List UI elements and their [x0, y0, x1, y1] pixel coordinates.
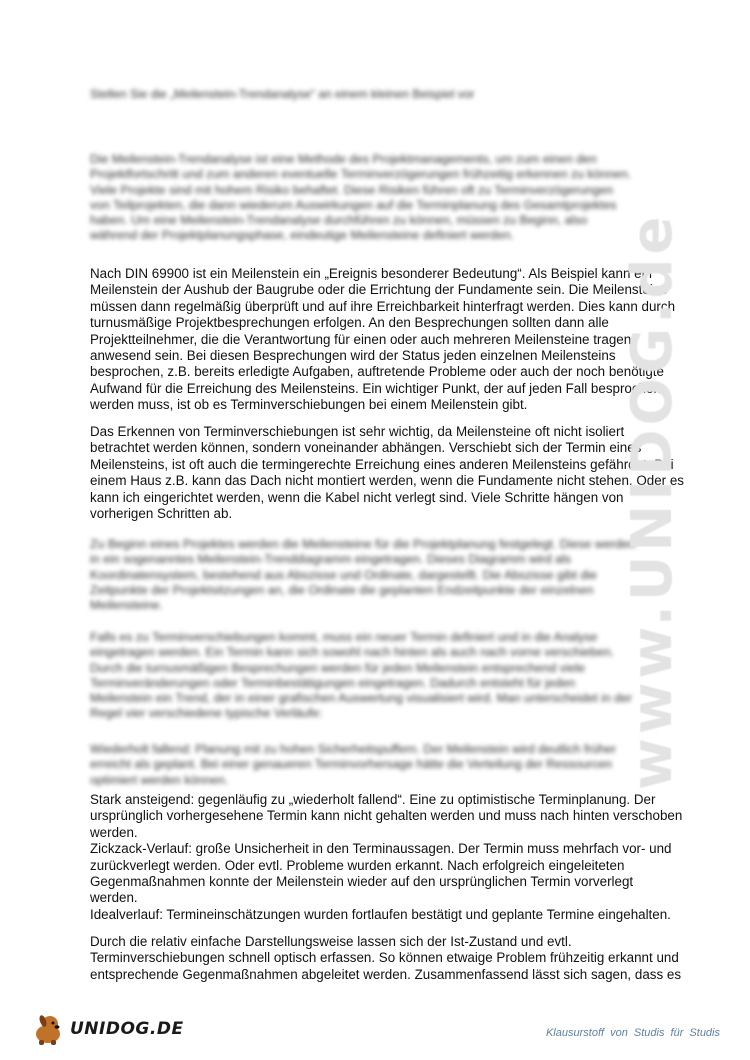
- text-line: Projektteilnehmer, die die Verantwortung für einen oder auch mehreren Meilensteine tragen,: [90, 331, 635, 347]
- paragraph-intro: [90, 152, 705, 244]
- task-heading: Stellen Sie die „Meilenstein-Trendanalyse“ an einem kleinen Beispiel vor: [90, 87, 475, 101]
- text-line: eingetragen werden. Ein Termin kann sich sowohl nach hinten als auch nach vorne verschieben.: [90, 645, 615, 660]
- text-line: Regel vier verschiedene typische Verläufe:: [90, 706, 323, 721]
- text-line: Koordinatensystem, bestehend aus Abszisse und Ordinate, dargestellt. Die Abszisse gibt die: [90, 567, 597, 582]
- text-line: müssen dann regelmäßig überprüft und auf ihre Erreichbarkeit hinterfragt werden. Dies kann durch: [90, 298, 676, 314]
- text-line: besprochen, z.B. bereits erledigte Aufgaben, auftretende Probleme oder auch der noch benötigte: [90, 364, 664, 380]
- paragraph-verlaeufe: [90, 630, 705, 722]
- unidog-logo[interactable]: [28, 1012, 184, 1046]
- logo-text: UNIDOG.DE: [70, 1019, 184, 1039]
- paragraph-fazit: [90, 934, 705, 983]
- paragraph-wiederholt-fallend: [90, 742, 705, 788]
- text-line: Stark ansteigend: gegenläufig zu „wiederholt fallend“. Eine zu optimistische Terminplanung. Der: [90, 792, 656, 807]
- footer-tagline: Klausurstoff von Studis für Studis: [545, 1027, 720, 1039]
- watermark: www.UNIDOG.de: [620, 212, 685, 790]
- text-line: Meilensteins, ist oft auch die termingerechte Erreichung eines anderen Meilensteins gefährdet. Bei: [90, 456, 674, 472]
- paragraph-terminverschiebungen: [90, 424, 705, 522]
- text-line: Meilensteine.: [90, 598, 164, 613]
- text-line: zurückverlegt werden. Oder evtl. Probleme wurden erkannt. Nach erfolgreich eingeleiteten: [90, 857, 625, 873]
- text-line: ursprünglich vorhergesehene Termin kann nicht gehalten werden und muss nach hinten verschoben: [90, 808, 683, 824]
- text-line: Gegenmaßnahmen konnte der Meilenstein wieder auf den ursprünglichen Termin vorverlegt: [90, 874, 634, 890]
- text-line: Terminveränderungen oder Terminbestätigungen eingetragen. Dadurch entsteht für jeden: [90, 675, 576, 690]
- text-line: Durch die relativ einfache Darstellungsweise lassen sich der Ist-Zustand und evtl.: [90, 934, 572, 949]
- text-line: Meilenstein ein Trend, der in einer grafischen Auswertung visualisiert wird. Man unterscheidet in der: [90, 691, 633, 706]
- text-line: Meilenstein der Aushub der Baugrube oder die Errichtung der Fundamente sein. Die Meilensteine: [90, 282, 668, 298]
- text-line: während der Projektplanungsphase, eindeutige Meilensteine definiert werden.: [90, 228, 514, 243]
- text-line: Wiederholt fallend: Planung mit zu hohen Sicherheitspuffern. Der Meilenstein wird deutlich früher: [90, 742, 617, 756]
- text-line: von Teilprojekten, die dann wiederum Auswirkungen auf die Terminplanung des Gesamtprojektes: [90, 197, 617, 212]
- text-line: Terminverschiebungen schnell optisch erfassen. So können etwaige Problem frühzeitig erkannt und: [90, 950, 679, 966]
- text-line: werden.: [90, 890, 138, 906]
- text-line: turnusmäßige Projektbesprechungen erfolgen. An den Besprechungen sollten dann alle: [90, 315, 609, 331]
- text-line: haben. Um eine Meilenstein-Trendanalyse durchführen zu können, müssen zu Beginn, also: [90, 213, 588, 228]
- text-line: Durch die turnusmäßigen Besprechungen werden für jeden Meilenstein entsprechend viele: [90, 660, 585, 675]
- text-line: Zickzack-Verlauf: große Unsicherheit in den Terminaussagen. Der Termin muss mehrfach vor- und: [90, 841, 672, 857]
- text-line: Das Erkennen von Terminverschiebungen ist sehr wichtig, da Meilensteine oft nicht isoliert: [90, 424, 625, 439]
- text-line: entsprechende Gegenmaßnahmen abgeleitet werden. Zusammenfassend lässt sich sagen, dass es: [90, 966, 682, 982]
- text-line: einem Haus z.B. kann das Dach nicht montiert werden, wenn die Fundamente nicht stehen. Oder es: [90, 473, 684, 489]
- text-line: in ein sogenanntes Meilenstein-Trenddiagramm eingetragen. Dieses Diagramm wird als: [90, 552, 571, 567]
- text-line: Zeitpunkte der Projektsitzungen an, die Ordinate die geplanten Endzeitpunkte der einzelnen: [90, 582, 594, 597]
- paragraph-verlaufstypen: [90, 792, 705, 923]
- text-line: Falls es zu Terminverschiebungen kommt, muss ein neuer Termin definiert und in die Analyse: [90, 630, 598, 644]
- paragraph-din-69900: [90, 266, 705, 414]
- text-line: werden.: [90, 824, 138, 840]
- text-line: werden muss, ist ob es Terminverschiebungen bei einem Meilenstein gibt.: [90, 397, 528, 413]
- text-line: Viele Projekte sind mit hohem Risiko behaftet. Diese Risiken führen oft zu Terminverzögerungen: [90, 182, 614, 197]
- paragraph-projektbeginn: [90, 537, 705, 613]
- text-line: Die Meilenstein-Trendanalyse ist eine Methode des Projektmanagements, um zum einen den: [90, 152, 597, 166]
- dog-icon: [28, 1012, 68, 1046]
- text-line: betrachtet werden können, sondern voneinander abhängen. Verschiebt sich der Termin eines: [90, 440, 642, 456]
- text-line: Idealverlauf: Termineinschätzungen wurden fortlaufen bestätigt und geplante Termine eingehalten.: [90, 906, 671, 922]
- text-line: optimiert werden können.: [90, 772, 229, 787]
- text-line: Aufwand für die Erreichung des Meilensteins. Ein wichtiger Punkt, der auf jeden Fall besprochen: [90, 380, 661, 396]
- text-line: vorherigen Schritten ab.: [90, 506, 233, 522]
- text-line: Projektfortschritt und zum anderen eventuelle Terminverzögerungen frühzeitig erkennen zu können.: [90, 167, 632, 182]
- text-line: anwesend sein. Bei diesen Besprechungen wird der Status jeden einzelnen Meilensteins: [90, 348, 616, 364]
- text-line: erreicht als geplant. Bei einer genaueren Terminvorhersage hätte die Verteilung der Ressourcen: [90, 757, 613, 772]
- text-line: Nach DIN 69900 ist ein Meilenstein ein „Ereignis besonderer Bedeutung“. Als Beispiel kann ein: [90, 266, 652, 281]
- text-line: kann ich eingerichtet werden, wenn die Kabel nicht verlegt sind. Viele Schritte hängen von: [90, 489, 624, 505]
- text-line: Zu Beginn eines Projektes werden die Meilensteine für die Projektplanung festgelegt. Diese werden: [90, 537, 636, 551]
